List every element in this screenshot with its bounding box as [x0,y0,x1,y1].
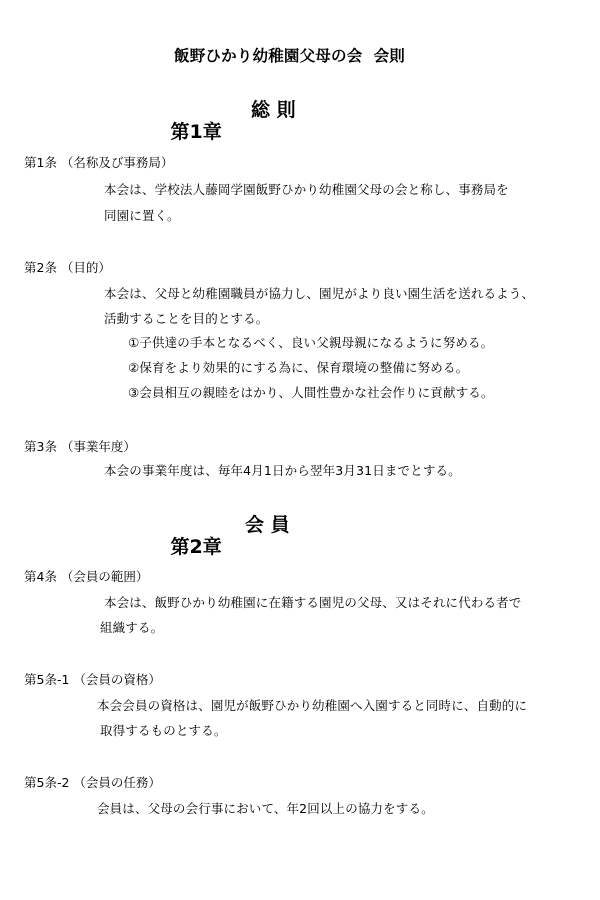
article-4-line-1: 本会は、飯野ひかり幼稚園に在籍する園児の父母、又はそれに代わる者で [104,595,522,610]
article-2-line-1: 本会は、父母と幼稚園職員が協力し、園児がより良い園生活を送れるよう、 [104,286,535,301]
chapter-1-name: 総 則 [251,99,296,121]
article-2-heading: 第2条 （目的） [24,260,111,275]
chapter-2-number: 第2章 [170,536,222,558]
article-3-heading: 第3条 （事業年度） [24,439,136,454]
article-4-line-2: 組織する。 [100,620,164,635]
article-2-item-1: ①子供達の手本となるべく、良い父親母親になるように努める。 [128,335,494,350]
article-2-item-2: ②保育をより効果的にする為に、保育環境の整備に努める。 [128,360,469,375]
article-1-line-1: 本会は、学校法人藤岡学園飯野ひかり幼稚園父母の会と称し、事務局を [104,182,509,197]
article-5-1-line-1: 本会会員の資格は、園児が飯野ひかり幼稚園へ入園すると同時に、自動的に [97,698,528,713]
article-5-1-line-2: 取得するものとする。 [100,723,227,738]
chapter-1-number: 第1章 [170,121,222,143]
article-1-line-2: 同園に置く。 [104,208,180,223]
article-2-item-3: ③会員相互の親睦をはかり、人間性豊かな社会作りに貢献する。 [128,385,494,400]
article-1-heading: 第1条 （名称及び事務局） [24,155,174,170]
chapter-2-name: 会 員 [245,514,290,536]
document-title: 飯野ひかり幼稚園父母の会 会則 [174,47,405,65]
article-5-1-heading: 第5条-1 （会員の資格） [24,672,161,687]
article-5-2-line-1: 会員は、父母の会行事において、年2回以上の協力をする。 [97,801,434,816]
chapter-1-heading [144,95,296,188]
article-2-line-2: 活動することを目的とする。 [104,311,269,326]
chapter-2-heading [144,510,290,603]
article-3-line-1: 本会の事業年度は、毎年4月1日から翌年3月31日までとする。 [104,463,461,478]
article-4-heading: 第4条 （会員の範囲） [24,569,149,584]
article-5-2-heading: 第5条-2 （会員の任務） [24,775,161,790]
